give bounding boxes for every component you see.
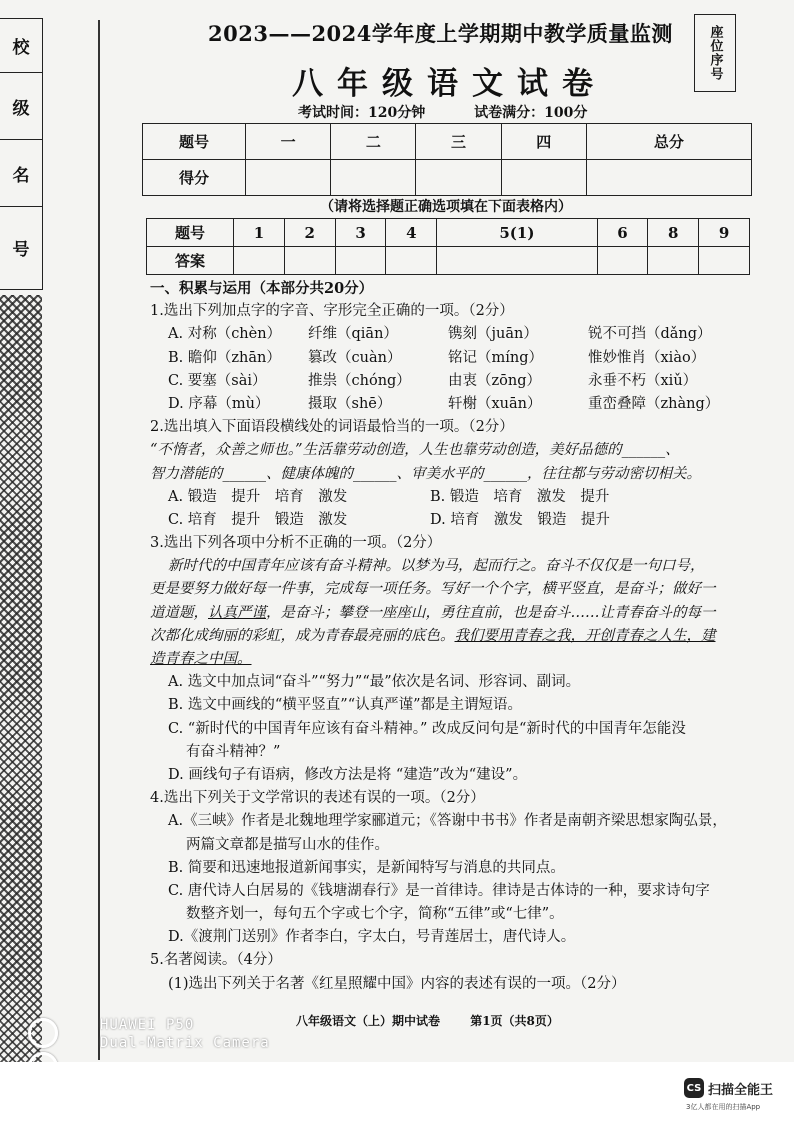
- footer-title: 八年级语文（上）期中试卷: [296, 1014, 441, 1028]
- binding-label: 号: [12, 239, 30, 260]
- camera-watermark: [100, 1016, 270, 1052]
- option: 两篇文章都是描写山水的佳作。: [186, 836, 389, 853]
- option-row: [150, 347, 760, 370]
- passage-text: 道道题，: [150, 604, 208, 621]
- option: 摄取（shē）: [308, 395, 392, 412]
- answer-input[interactable]: [648, 247, 699, 275]
- option: 数整齐划一，每句五个字或七个字，简称“五律”或“七律”。: [186, 906, 564, 923]
- option: 轩榭（xuān）: [448, 395, 542, 412]
- exam-info: [298, 102, 631, 122]
- option: 铭记（míng）: [448, 349, 544, 366]
- option: A. 锻造 提升 培育 激发: [168, 488, 348, 505]
- table-cell: 三: [416, 124, 501, 160]
- watermark-brand: HUAWEI P50: [100, 1017, 195, 1033]
- table-cell: 一: [246, 124, 331, 160]
- score-table: [142, 123, 752, 196]
- answer-table: [146, 218, 750, 275]
- table-cell: 题号: [143, 124, 246, 160]
- option: 重峦叠障（zhàng）: [588, 395, 720, 412]
- seat-label: 座位序号: [707, 25, 723, 81]
- score-input[interactable]: [586, 160, 751, 196]
- option-row: [150, 486, 760, 509]
- page-number: 第1页（共8页）: [470, 1014, 559, 1028]
- option: 有奋斗精神？”: [186, 743, 281, 760]
- table-cell: 2: [284, 219, 335, 247]
- watermark-camera: Dual-Matrix Camera: [100, 1035, 270, 1052]
- binding-line: [98, 20, 100, 1060]
- underlined-text: 造青春之中国。: [150, 651, 252, 667]
- passage-line: “不惰者，众善之师也。”生活靠劳动创造，人生也靠劳动创造，美好品德的______、: [150, 442, 680, 459]
- option: A. 对称（chèn）: [168, 326, 282, 343]
- table-cell: 5(1): [437, 219, 597, 247]
- passage-line: 智力潜能的______、健康体魄的______、审美水平的______，往往都与劳动密切相关。: [150, 465, 701, 482]
- passage-text: ，是奋斗；攀登一座座山，勇往直前，也是奋斗……让青春奋斗的每一: [266, 604, 716, 621]
- table-cell: 6: [597, 219, 648, 247]
- option: 纤维（qiān）: [308, 326, 398, 343]
- option: 镌刻（juān）: [448, 326, 538, 343]
- option: 推祟（chóng）: [308, 372, 411, 389]
- answer-input[interactable]: [597, 247, 648, 275]
- binding-strip: [0, 18, 43, 290]
- score-input[interactable]: [416, 160, 501, 196]
- answer-input[interactable]: [335, 247, 386, 275]
- question-stem: 4.选出下列关于文学常识的表述有误的一项。（2分）: [150, 790, 485, 807]
- underlined-text: 我们要用青春之我，开创青春之人生，建: [454, 627, 716, 644]
- option: C. 要塞（sài）: [168, 372, 267, 389]
- option-row: [150, 509, 760, 532]
- table-cell: 1: [234, 219, 285, 247]
- passage-text: 次都化成绚丽的彩虹，成为青春最亮丽的底色。: [150, 627, 455, 644]
- binding-label: 名: [0, 140, 42, 207]
- answer-instruction: （请将选择题正确选项填在下面表格内）: [320, 199, 572, 215]
- question-stem: 3.选出下列各项中分析不正确的一项。（2分）: [150, 535, 442, 552]
- option-row: [150, 370, 760, 393]
- table-cell: 题号: [147, 219, 234, 247]
- option: D. 画线句子有语病，修改方法是将 “建造”改为“建设”。: [168, 766, 528, 783]
- page-footer: [296, 1012, 585, 1029]
- option: D. 序幕（mù）: [168, 395, 270, 412]
- table-cell: 9: [699, 219, 750, 247]
- table-cell: 3: [335, 219, 386, 247]
- exam-subtitle: 八年级语文试卷: [292, 66, 607, 102]
- binding-label: 校: [0, 19, 42, 73]
- table-cell: 8: [648, 219, 699, 247]
- option: A.《三峡》作者是北魏地理学家郦道元；《答谢中书书》作者是南朝齐梁思想家陶弘景，: [168, 813, 727, 830]
- option: B. 锻造 培育 激发 提升: [430, 488, 610, 505]
- option: 永垂不朽（xiǔ）: [588, 372, 698, 389]
- question-stem: 2.选出填入下面语段横线处的词语最恰当的一项。（2分）: [150, 419, 514, 436]
- question-stem: 5.名著阅读。（4分）: [150, 952, 282, 969]
- question-content: [150, 277, 760, 996]
- sub-question: (1)选出下列关于名著《红星照耀中国》内容的表述有误的一项。（2分）: [168, 975, 626, 992]
- scanner-badge: [684, 1078, 773, 1098]
- passage-line: 更是要努力做好每一件事，完成每一项任务。写好一个个字，横平竖直，是奋斗；做好一: [150, 581, 716, 598]
- question-stem: 1.选出下列加点字的字音、字形完全正确的一项。（2分）: [150, 303, 514, 320]
- scanner-name: 扫描全能王: [708, 1082, 774, 1098]
- passage-line: [150, 625, 760, 648]
- table-cell: 二: [331, 124, 416, 160]
- option: 由衷（zōng）: [448, 372, 541, 389]
- option: D.《渡荆门送别》作者李白，字太白，号青莲居士，唐代诗人。: [168, 929, 576, 946]
- exam-full-score: 试卷满分：100分: [474, 105, 588, 121]
- passage-line: [150, 602, 760, 625]
- option: A. 选文中加点词“奋斗”“努力”“最”依次是名词、形容词、副词。: [168, 674, 581, 691]
- table-row: [147, 247, 750, 275]
- option: C. 唐代诗人白居易的《钱塘湖春行》是一首律诗。律诗是古体诗的一种，要求诗句字: [168, 882, 710, 899]
- binding-hatch: [0, 295, 42, 1062]
- answer-input[interactable]: [437, 247, 597, 275]
- scanner-tagline: 3亿人都在用的扫描App: [686, 1103, 761, 1111]
- exam-time: 考试时间：120分钟: [298, 105, 426, 121]
- table-row: [143, 160, 752, 196]
- table-cell: 4: [386, 219, 437, 247]
- option: B. 瞻仰（zhān）: [168, 349, 281, 366]
- answer-input[interactable]: [699, 247, 750, 275]
- passage-line: [150, 648, 760, 671]
- option: C. “新时代的中国青年应该有奋斗精神。” 改成反问句是“新时代的中国青年怎能没: [168, 720, 686, 737]
- seat-number-box: [694, 14, 736, 92]
- table-row: [143, 124, 752, 160]
- binding-label: 级: [0, 73, 42, 140]
- scanner-logo-icon: CS: [684, 1078, 704, 1098]
- table-row: [147, 219, 750, 247]
- option: B. 简要和迅速地报道新闻事实，是新闻特写与消息的共同点。: [168, 859, 565, 876]
- table-cell: 四: [501, 124, 586, 160]
- option: 篡改（cuàn）: [308, 349, 402, 366]
- table-cell: 得分: [143, 160, 246, 196]
- option: B. 选文中画线的“横平竖直”“认真严谨”都是主谓短语。: [168, 697, 523, 714]
- score-input[interactable]: [246, 160, 331, 196]
- option-row: [150, 323, 760, 346]
- underlined-text: 认真严谨: [208, 604, 266, 621]
- option: D. 培育 激发 锻造 提升: [430, 511, 610, 528]
- answer-input[interactable]: [284, 247, 335, 275]
- passage-line: 新时代的中国青年应该有奋斗精神。以梦为马，起而行之。奋斗不仅仅是一句口号，: [168, 558, 705, 575]
- exam-title: 2023——2024学年度上学期期中教学质量监测: [208, 21, 673, 46]
- camera-logo-icon: [28, 1018, 90, 1048]
- table-cell: 总分: [586, 124, 751, 160]
- section-heading: 一、积累与运用（本部分共20分）: [150, 280, 374, 297]
- option-row: [150, 393, 760, 416]
- option: C. 培育 提升 锻造 激发: [168, 511, 348, 528]
- score-input[interactable]: [331, 160, 416, 196]
- option: 锐不可挡（dǎng）: [588, 326, 712, 343]
- answer-input[interactable]: [234, 247, 285, 275]
- answer-input[interactable]: [386, 247, 437, 275]
- score-input[interactable]: [501, 160, 586, 196]
- option: 惟妙惟肖（xiào）: [588, 349, 706, 366]
- table-cell: 答案: [147, 247, 234, 275]
